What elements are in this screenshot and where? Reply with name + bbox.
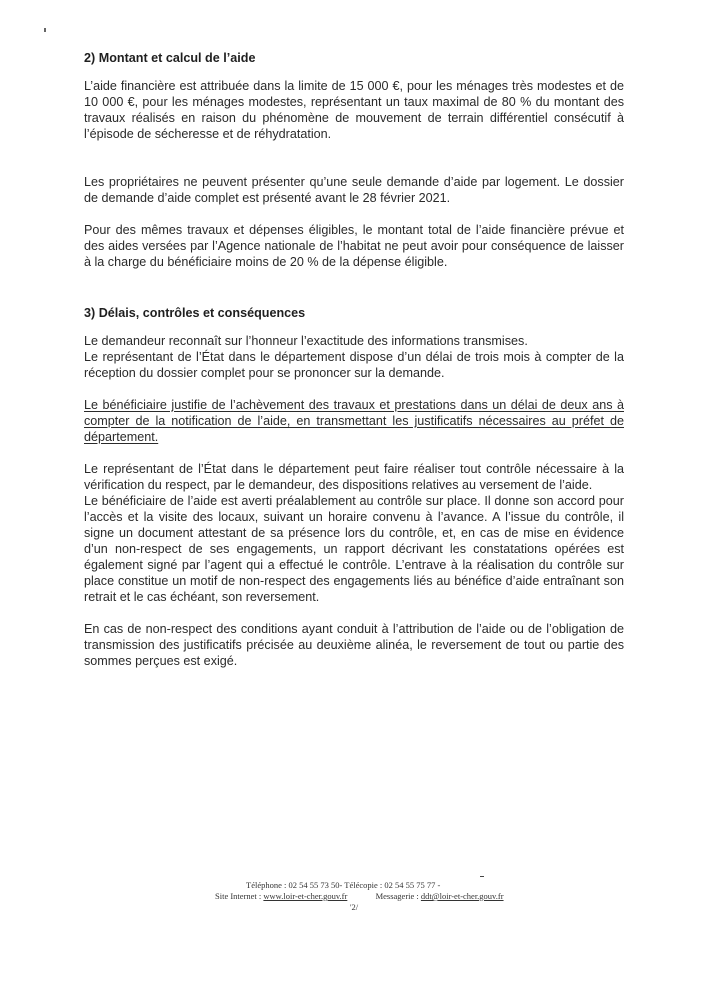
footer-site-link[interactable]: www.loir-et-cher.gouv.fr [263,891,348,901]
footer-site-label: Site Internet : [215,891,262,901]
paragraph: Pour des mêmes travaux et dépenses éligibles, le montant total de l’aide financière prévue et des aides versées par l’Agence nationale de l’habitat ne peut avoir pour conséquence de laisser à la charge du bénéficiaire moins de 20 % de la dépense éligible. [84,223,624,269]
paragraph: Le représentant de l’État dans le département dispose d’un délai de trois mois à compter de la réception du dossier complet pour se prononcer sur la demande. [84,350,624,380]
footer-tick [480,876,484,877]
scan-speck [44,28,46,32]
paragraph: Les propriétaires ne peuvent présenter qu’une seule demande d’aide par logement. Le dossier de demande d’aide complet est présenté avant le 28 février 2021. [84,175,624,205]
footer-mail-label: Messagerie : [375,891,419,901]
page-number: '2/ [350,902,359,912]
section-montant [84,50,624,270]
paragraph: Le demandeur reconnaît sur l’honneur l’exactitude des informations transmises. [84,334,528,348]
paragraph: Le représentant de l’État dans le département peut faire réaliser tout contrôle nécessaire à la vérification du respect, par le demandeur, des dispositions relatives au versement de l’aide. [84,462,624,492]
section-heading: 2) Montant et calcul de l’aide [84,51,256,65]
section-delais [84,305,624,669]
paragraph: En cas de non-respect des conditions ayant conduit à l’attribution de l’aide ou de l’obligation de transmission des justificatifs précisée au deuxième alinéa, le reversement de tout ou partie des sommes perçues est exigé. [84,622,624,668]
footer-mail-link[interactable]: ddt@loir-et-cher.gouv.fr [420,891,504,901]
footer-site-line [215,891,504,902]
underlined-paragraph: Le bénéficiaire justifie de l’achèvement des travaux et prestations dans un délai de deux ans à compter de la notification de l’aide, en transmettant les justificatifs nécessaires au préfet de département. [84,398,624,444]
section-heading: 3) Délais, contrôles et conséquences [84,306,306,320]
paragraph: L’aide financière est attribuée dans la limite de 15 000 €, pour les ménages très modestes et de 10 000 €, pour les ménages modestes, représentant un taux maximal de 80 % du montant des travaux réalisés en raison du phénomène de mouvement de terrain différentiel consécutif à l’épisode de sécheresse et de réhydratation. [84,79,624,141]
footer-phone: Téléphone : 02 54 55 73 50- Télécopie : 02 54 55 75 77 - [246,880,441,890]
paragraph: Le bénéficiaire de l’aide est averti préalablement au contrôle sur place. Il donne son accord pour l’accès et la visite des locaux, suivant un horaire convenu à l’avance. A l’issue du contrôle, il signe un document attestant de sa présence lors du contrôle, et, en cas de mise en évidence d’un non-respect de ses engagements, un rapport décrivant les constatations opérées est également signé par l’agent qui a effectué le contrôle. L’entrave à la réalisation du contrôle sur place constitue un motif de non-respect des engagements liés au bénéfice d’aide entraînant son retrait et le cas échéant, son reversement. [84,494,624,604]
